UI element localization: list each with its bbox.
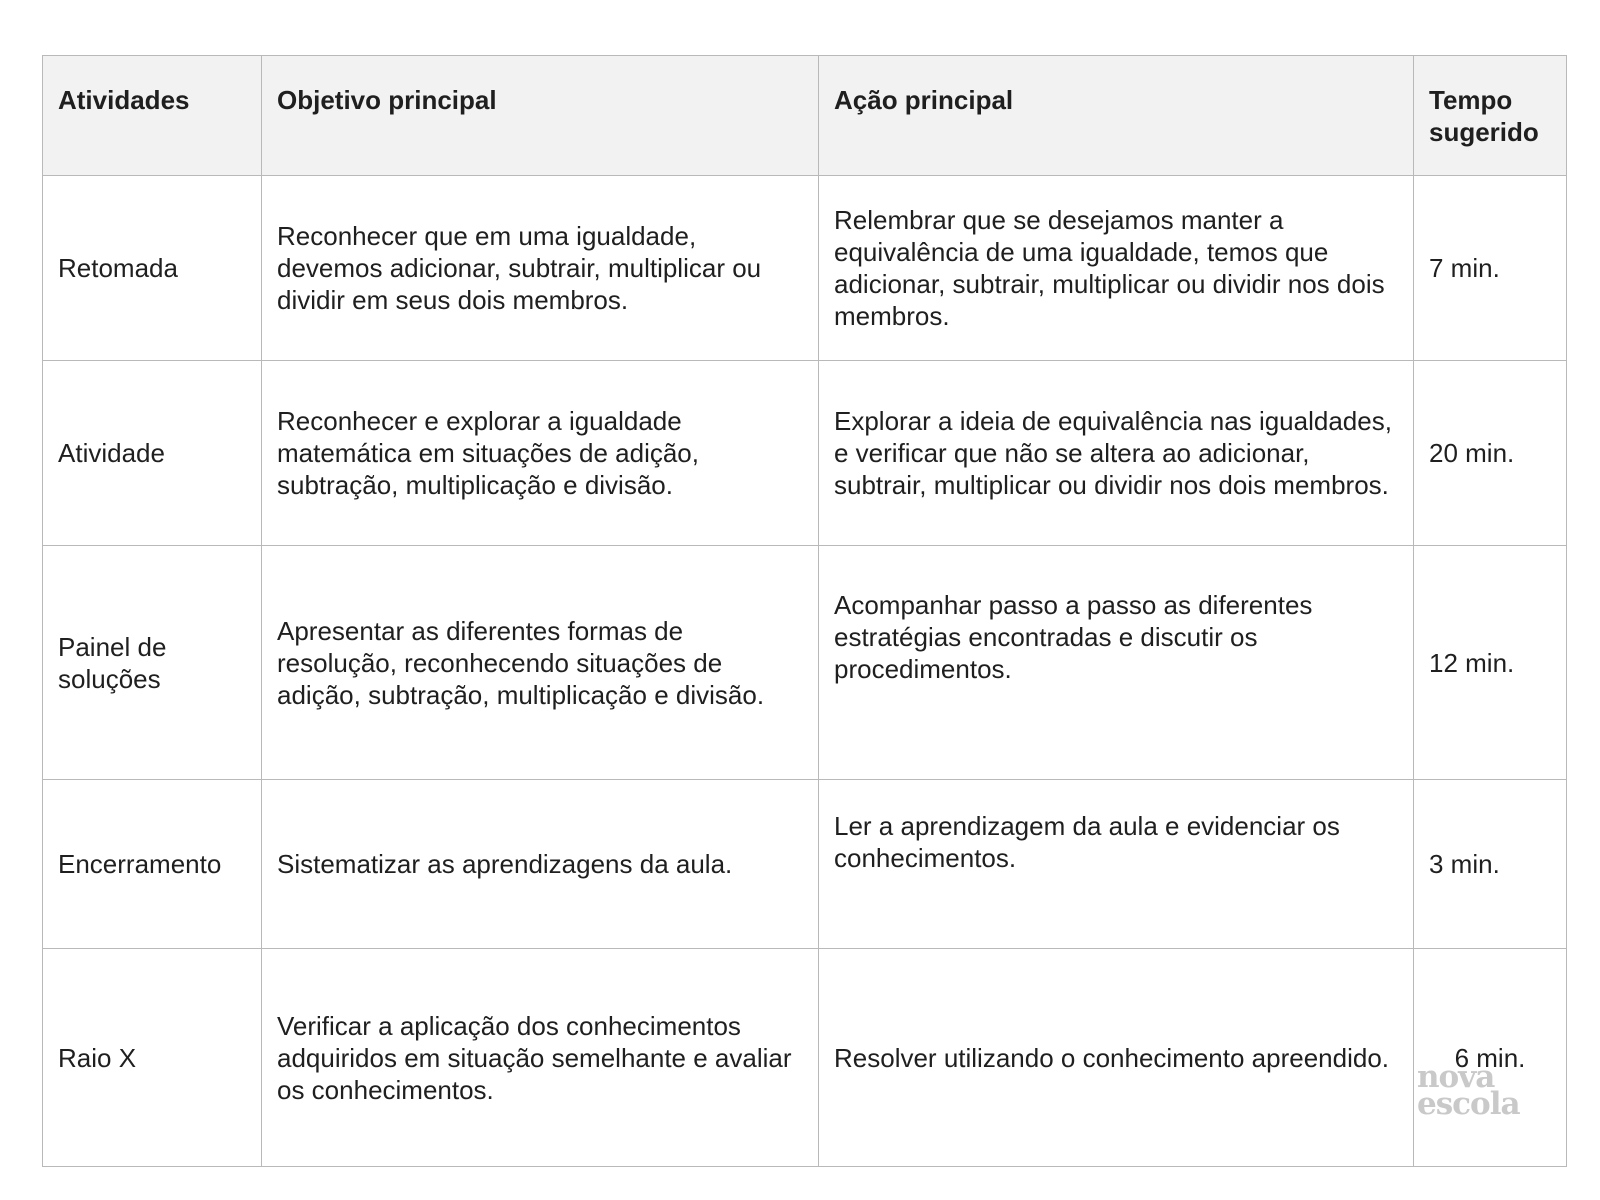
table-row <box>43 176 1567 361</box>
cell-objetivo: Sistematizar as aprendizagens da aula. <box>262 780 819 949</box>
cell-atividade: Painel de soluções <box>43 546 262 780</box>
header-acao: Ação principal <box>819 56 1414 176</box>
cell-tempo: 20 min. <box>1414 361 1567 546</box>
cell-acao: Relembrar que se desejamos manter a equivalência de uma igualdade, temos que adicionar, subtrair, multiplicar ou dividir nos dois membros. <box>819 176 1414 361</box>
cell-objetivo: Verificar a aplicação dos conhecimentos adquiridos em situação semelhante e avaliar os conhecimentos. <box>262 949 819 1167</box>
cell-objetivo: Reconhecer que em uma igualdade, devemos adicionar, subtrair, multiplicar ou dividir em seus dois membros. <box>262 176 819 361</box>
cell-acao: Acompanhar passo a passo as diferentes estratégias encontradas e discutir os procedimentos. <box>819 546 1414 780</box>
cell-atividade: Encerramento <box>43 780 262 949</box>
table-row <box>43 546 1567 780</box>
logo-line-1: nova <box>1417 1059 1495 1095</box>
cell-tempo: 6 min. <box>1414 949 1567 1167</box>
logo-line-2: escola <box>1417 1086 1520 1122</box>
cell-objetivo: Reconhecer e explorar a igualdade matemática em situações de adição, subtração, multiplicação e divisão. <box>262 361 819 546</box>
lesson-plan-table <box>42 55 1567 1167</box>
header-tempo: Tempo sugerido <box>1414 56 1567 176</box>
cell-objetivo: Apresentar as diferentes formas de resolução, reconhecendo situações de adição, subtração, multiplicação e divisão. <box>262 546 819 780</box>
cell-tempo: 3 min. <box>1414 780 1567 949</box>
table-row <box>43 361 1567 546</box>
cell-atividade: Retomada <box>43 176 262 361</box>
table-header-row <box>43 56 1567 176</box>
nova-escola-logo <box>1417 1059 1537 1122</box>
header-atividades: Atividades <box>43 56 262 176</box>
cell-atividade: Atividade <box>43 361 262 546</box>
cell-atividade: Raio X <box>43 949 262 1167</box>
cell-acao: Resolver utilizando o conhecimento apreendido. <box>819 949 1414 1167</box>
cell-acao: Explorar a ideia de equivalência nas igualdades, e verificar que não se altera ao adicionar, subtrair, multiplicar ou dividir nos dois membros. <box>819 361 1414 546</box>
cell-tempo: 7 min. <box>1414 176 1567 361</box>
header-objetivo: Objetivo principal <box>262 56 819 176</box>
table-row <box>43 949 1567 1167</box>
cell-acao: Ler a aprendizagem da aula e evidenciar os conhecimentos. <box>819 780 1414 949</box>
table-row <box>43 780 1567 949</box>
cell-tempo: 12 min. <box>1414 546 1567 780</box>
